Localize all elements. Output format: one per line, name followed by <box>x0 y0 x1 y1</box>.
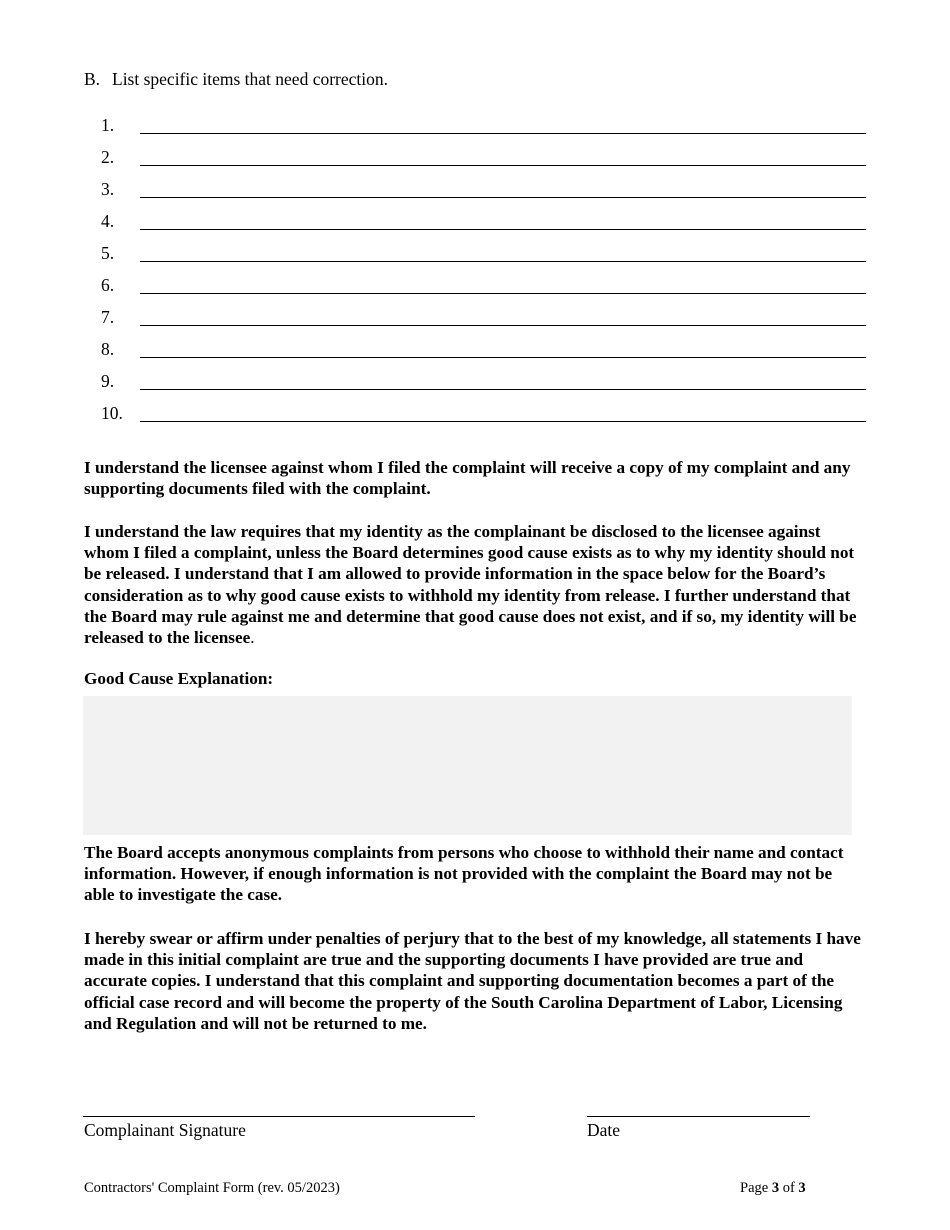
item-input-line-6[interactable] <box>140 293 866 294</box>
item-input-line-3[interactable] <box>140 197 866 198</box>
item-input-line-7[interactable] <box>140 325 866 326</box>
complainant-signature-label: Complainant Signature <box>84 1120 246 1140</box>
page-number-footer <box>740 1180 806 1197</box>
item-number: 4. <box>101 211 115 231</box>
section-b-text: List specific items that need correction. <box>112 69 389 89</box>
good-cause-explanation-field[interactable] <box>83 696 852 835</box>
item-number: 5. <box>101 243 115 263</box>
identity-notice-text: I understand the law requires that my identity as the complainant be disclosed to the licensee against whom I filed a complaint, unless the Board determines good cause exists as to why my identity should not be released. I understand that I am allowed to provide information in the space below for the Board’s consideration as to why good cause exists to withhold my identity from release. I further understand that the Board may rule against me and determine that good cause does not exist, and if so, my identity will be released to the licensee <box>84 522 857 648</box>
item-number: 3. <box>101 179 115 199</box>
item-input-line-2[interactable] <box>140 165 866 166</box>
list-item <box>0 210 950 236</box>
identity-notice-paragraph <box>84 521 864 648</box>
complainant-signature-line[interactable] <box>83 1116 475 1117</box>
list-item <box>0 242 950 268</box>
item-number: 9. <box>101 371 115 391</box>
item-input-line-10[interactable] <box>140 421 866 422</box>
list-item <box>0 370 950 396</box>
list-item <box>0 274 950 300</box>
page-total: 3 <box>798 1180 806 1196</box>
list-item <box>0 338 950 364</box>
good-cause-label: Good Cause Explanation: <box>84 669 274 688</box>
item-input-line-9[interactable] <box>140 389 866 390</box>
item-input-line-8[interactable] <box>140 357 866 358</box>
item-number: 2. <box>101 147 115 167</box>
identity-notice-period: . <box>250 628 255 648</box>
affirmation-paragraph: I hereby swear or affirm under penalties of perjury that to the best of my knowledge, all statements I have made in this initial complaint are true and the supporting documents I have provided are true and accurate copies. I understand that this complaint and supporting documentation becomes a part of the official case record and will become the property of the South Carolina Department of Labor, Licensing and Regulation and will not be returned to me. <box>84 929 861 1033</box>
item-number: 1. <box>101 115 115 135</box>
item-number: 10. <box>101 403 123 423</box>
form-name-footer: Contractors' Complaint Form (rev. 05/2023) <box>84 1180 340 1196</box>
copy-notice-paragraph: I understand the licensee against whom I filed the complaint will receive a copy of my complaint and any supporting documents filed with the complaint. <box>84 458 851 499</box>
section-b-letter: B. <box>84 69 101 89</box>
item-input-line-4[interactable] <box>140 229 866 230</box>
page-word: Page <box>740 1180 769 1196</box>
item-number: 8. <box>101 339 115 359</box>
item-number: 7. <box>101 307 115 327</box>
page-current: 3 <box>771 1180 780 1196</box>
anonymous-notice-paragraph: The Board accepts anonymous complaints from persons who choose to withhold their name and contact information. However, if enough information is not provided with the complaint the Board may not be able to investigate the case. <box>84 843 844 905</box>
item-number: 6. <box>101 275 115 295</box>
page-of: of <box>782 1180 795 1196</box>
list-item <box>0 306 950 332</box>
section-b-heading <box>84 69 388 90</box>
list-item <box>0 146 950 172</box>
item-input-line-1[interactable] <box>140 133 866 134</box>
list-item <box>0 178 950 204</box>
list-item <box>0 402 950 428</box>
item-input-line-5[interactable] <box>140 261 866 262</box>
date-label: Date <box>587 1120 621 1140</box>
date-line[interactable] <box>587 1116 810 1117</box>
list-item <box>0 114 950 140</box>
